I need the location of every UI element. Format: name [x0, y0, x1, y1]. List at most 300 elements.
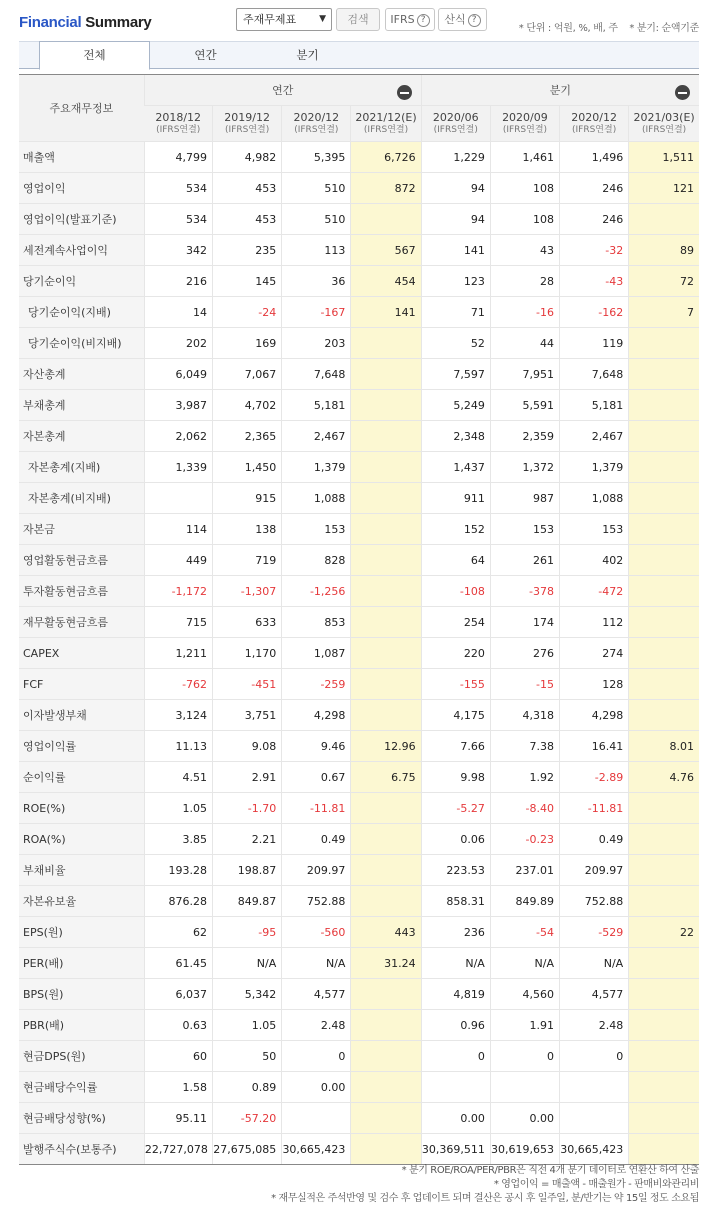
- table-cell: 2.91: [213, 762, 282, 793]
- table-cell: 915: [213, 483, 282, 514]
- table-cell: 0.00: [490, 1103, 559, 1134]
- table-cell: 123: [421, 266, 490, 297]
- table-cell: -472: [560, 576, 629, 607]
- table-cell: [351, 1134, 421, 1165]
- table-cell: 3,987: [144, 390, 212, 421]
- table-cell: 3,751: [213, 700, 282, 731]
- table-cell: -560: [282, 917, 351, 948]
- table-cell: -95: [213, 917, 282, 948]
- table-cell: 246: [560, 173, 629, 204]
- table-cell: 2,467: [282, 421, 351, 452]
- table-cell: 715: [144, 607, 212, 638]
- table-cell: 1,450: [213, 452, 282, 483]
- table-cell: 4.76: [629, 762, 699, 793]
- table-cell: 1,379: [282, 452, 351, 483]
- table-cell: 27,675,085: [213, 1134, 282, 1165]
- table-cell: 5,342: [213, 979, 282, 1010]
- row-label: 재무활동현금흐름: [19, 607, 144, 638]
- table-cell: -1,256: [282, 576, 351, 607]
- table-cell: -1.70: [213, 793, 282, 824]
- period-label: 2019/12: [224, 110, 270, 124]
- period-label: 2020/06: [432, 110, 479, 124]
- table-cell: 7,648: [282, 359, 351, 390]
- table-cell: 5,249: [421, 390, 490, 421]
- quarter-group-header: [421, 75, 699, 106]
- table-cell: 849.89: [490, 886, 559, 917]
- table-cell: 0.00: [282, 1072, 351, 1103]
- row-label: BPS(원): [19, 979, 144, 1010]
- table-cell: 5,591: [490, 390, 559, 421]
- row-label: 영업이익률: [19, 731, 144, 762]
- table-cell: [351, 700, 421, 731]
- table-cell: 1,088: [560, 483, 629, 514]
- table-cell: 510: [282, 204, 351, 235]
- help-icon: ?: [468, 14, 481, 27]
- table-cell: 237.01: [490, 855, 559, 886]
- table-cell: -11.81: [282, 793, 351, 824]
- table-cell: 1,461: [490, 142, 559, 173]
- table-cell: 534: [144, 204, 212, 235]
- table-cell: 453: [213, 173, 282, 204]
- tab-annual[interactable]: 연간: [194, 48, 217, 62]
- row-label: CAPEX: [19, 638, 144, 669]
- row-label: EPS(원): [19, 917, 144, 948]
- table-cell: [629, 607, 699, 638]
- table-row: [19, 390, 699, 421]
- table-row: [19, 638, 699, 669]
- table-cell: 4,175: [421, 700, 490, 731]
- table-cell: 6,049: [144, 359, 212, 390]
- table-cell: -15: [490, 669, 559, 700]
- table-row: [19, 297, 699, 328]
- table-cell: 849.87: [213, 886, 282, 917]
- table-cell: [351, 793, 421, 824]
- toolbar: [0, 0, 709, 44]
- table-row: [19, 855, 699, 886]
- table-cell: 3.85: [144, 824, 212, 855]
- table-cell: 5,395: [282, 142, 351, 173]
- table-cell: 0.06: [421, 824, 490, 855]
- formula-label: 산식: [444, 13, 466, 26]
- table-cell: 153: [560, 514, 629, 545]
- row-label: 영업이익: [19, 173, 144, 204]
- table-row: [19, 762, 699, 793]
- table-cell: 145: [213, 266, 282, 297]
- table-cell: 1,372: [490, 452, 559, 483]
- table-cell: 236: [421, 917, 490, 948]
- table-cell: 28: [490, 266, 559, 297]
- table-cell: 220: [421, 638, 490, 669]
- footnote: * 분기 ROE/ROA/PER/PBR은 직전 4개 분기 데이터로 연환산 하여 산출: [401, 1165, 699, 1176]
- table-cell: 254: [421, 607, 490, 638]
- table-cell: [560, 1072, 629, 1103]
- row-label: 발행주식수(보통주): [19, 1134, 144, 1165]
- footnotes: [271, 1164, 699, 1206]
- table-cell: [629, 1103, 699, 1134]
- table-cell: 30,665,423: [282, 1134, 351, 1165]
- table-cell: [282, 1103, 351, 1134]
- search-button[interactable]: 검색: [336, 8, 380, 31]
- table-row: [19, 235, 699, 266]
- table-cell: 14: [144, 297, 212, 328]
- period-basis: (IFRS연결): [502, 124, 548, 135]
- table-cell: -54: [490, 917, 559, 948]
- table-cell: 2.48: [560, 1010, 629, 1041]
- table-cell: 1,339: [144, 452, 212, 483]
- table-cell: 6,037: [144, 979, 212, 1010]
- tab-all[interactable]: 전체: [39, 41, 150, 70]
- row-label: 영업이익(발표기준): [19, 204, 144, 235]
- table-cell: 4,560: [490, 979, 559, 1010]
- table-cell: -378: [490, 576, 559, 607]
- period-basis: (IFRS연결): [572, 124, 617, 135]
- period-header: [144, 106, 212, 142]
- table-cell: [351, 607, 421, 638]
- table-cell: 987: [490, 483, 559, 514]
- table-cell: 2,365: [213, 421, 282, 452]
- table-cell: 454: [351, 266, 421, 297]
- table-row: [19, 731, 699, 762]
- table-cell: [629, 514, 699, 545]
- table-row: [19, 421, 699, 452]
- row-label: 순이익률: [19, 762, 144, 793]
- table-cell: [421, 1072, 490, 1103]
- table-cell: 9.98: [421, 762, 490, 793]
- table-cell: 0.63: [144, 1010, 212, 1041]
- table-cell: 752.88: [282, 886, 351, 917]
- table-cell: [351, 421, 421, 452]
- row-label: 자본총계: [19, 421, 144, 452]
- period-header: [490, 106, 559, 142]
- period-basis: (IFRS연결): [294, 124, 339, 135]
- table-cell: 1.05: [144, 793, 212, 824]
- table-cell: 567: [351, 235, 421, 266]
- statement-type-value: 주재무제표: [243, 13, 297, 26]
- table-cell: 128: [560, 669, 629, 700]
- table-cell: 36: [282, 266, 351, 297]
- table-row: [19, 824, 699, 855]
- row-label: 부채비율: [19, 855, 144, 886]
- table-cell: 1,229: [421, 142, 490, 173]
- row-label: 당기순이익: [19, 266, 144, 297]
- table-cell: [351, 855, 421, 886]
- table-cell: 62: [144, 917, 212, 948]
- table-cell: [351, 886, 421, 917]
- table-cell: [629, 824, 699, 855]
- table-cell: 828: [282, 545, 351, 576]
- table-cell: 193.28: [144, 855, 212, 886]
- table-cell: -0.23: [490, 824, 559, 855]
- table-row: [19, 700, 699, 731]
- table-cell: 0.67: [282, 762, 351, 793]
- table-cell: [351, 979, 421, 1010]
- table-cell: 95.11: [144, 1103, 212, 1134]
- table-cell: 1.05: [213, 1010, 282, 1041]
- table-cell: 4.51: [144, 762, 212, 793]
- row-label: 투자활동현금흐름: [19, 576, 144, 607]
- period-tabs: [19, 41, 699, 69]
- table-cell: 911: [421, 483, 490, 514]
- table-cell: 1.92: [490, 762, 559, 793]
- table-row: [19, 1010, 699, 1041]
- table-cell: 0: [490, 1041, 559, 1072]
- row-label: 자본금: [19, 514, 144, 545]
- table-cell: 31.24: [351, 948, 421, 979]
- table-cell: 9.46: [282, 731, 351, 762]
- table-cell: [560, 1103, 629, 1134]
- table-cell: 858.31: [421, 886, 490, 917]
- row-label: 이자발생부채: [19, 700, 144, 731]
- row-label: 현금배당수익률: [19, 1072, 144, 1103]
- table-row: [19, 204, 699, 235]
- period-label: 2021/12(E): [355, 110, 417, 124]
- table-cell: N/A: [490, 948, 559, 979]
- table-cell: [351, 576, 421, 607]
- table-cell: [629, 421, 699, 452]
- chevron-down-icon: ▼: [319, 14, 326, 24]
- table-row: [19, 607, 699, 638]
- period-label: 2020/09: [502, 110, 548, 124]
- row-label: 세전계속사업이익: [19, 235, 144, 266]
- row-label: 자본유보율: [19, 886, 144, 917]
- table-cell: 261: [490, 545, 559, 576]
- table-cell: 114: [144, 514, 212, 545]
- table-cell: 223.53: [421, 855, 490, 886]
- period-header: [282, 106, 351, 142]
- table-cell: 0: [560, 1041, 629, 1072]
- table-cell: 94: [421, 204, 490, 235]
- table-cell: 0: [282, 1041, 351, 1072]
- table-cell: 4,298: [282, 700, 351, 731]
- table-cell: 71: [421, 297, 490, 328]
- table-cell: 7.66: [421, 731, 490, 762]
- table-cell: -43: [560, 266, 629, 297]
- table-row: [19, 266, 699, 297]
- table-cell: 7,951: [490, 359, 559, 390]
- table-row: [19, 1072, 699, 1103]
- table-cell: 141: [351, 297, 421, 328]
- table-cell: 43: [490, 235, 559, 266]
- row-label: 현금DPS(원): [19, 1041, 144, 1072]
- table-cell: -2.89: [560, 762, 629, 793]
- period-header: [351, 106, 421, 142]
- table-cell: [351, 1010, 421, 1041]
- table-cell: [629, 979, 699, 1010]
- table-row: [19, 793, 699, 824]
- table-cell: 30,619,653: [490, 1134, 559, 1165]
- table-cell: [629, 576, 699, 607]
- table-cell: 169: [213, 328, 282, 359]
- table-cell: 5,181: [560, 390, 629, 421]
- table-row: [19, 452, 699, 483]
- ifrs-button[interactable]: [385, 8, 435, 31]
- table-cell: [629, 700, 699, 731]
- table-cell: -5.27: [421, 793, 490, 824]
- table-cell: 52: [421, 328, 490, 359]
- period-header: [560, 106, 629, 142]
- period-basis: (IFRS연결): [156, 124, 201, 135]
- table-cell: [629, 1134, 699, 1165]
- table-cell: N/A: [213, 948, 282, 979]
- collapse-quarter-icon[interactable]: [675, 85, 690, 100]
- period-label: 2020/12: [571, 110, 617, 124]
- table-cell: 534: [144, 173, 212, 204]
- row-label: 매출액: [19, 142, 144, 173]
- table-row: [19, 1103, 699, 1134]
- table-cell: 719: [213, 545, 282, 576]
- period-header: [629, 106, 699, 142]
- table-cell: 4,799: [144, 142, 212, 173]
- basis-text: * 분기: 순액기준: [629, 23, 699, 34]
- table-cell: 209.97: [560, 855, 629, 886]
- table-cell: 2.48: [282, 1010, 351, 1041]
- table-cell: 2,359: [490, 421, 559, 452]
- table-cell: -1,307: [213, 576, 282, 607]
- table-cell: [629, 886, 699, 917]
- corner-header: 주요재무정보: [19, 75, 144, 142]
- table-cell: [351, 390, 421, 421]
- table-cell: 5,181: [282, 390, 351, 421]
- table-cell: [629, 1041, 699, 1072]
- table-cell: 44: [490, 328, 559, 359]
- table-cell: 453: [213, 204, 282, 235]
- table-cell: -57.20: [213, 1103, 282, 1134]
- unit-note: [519, 19, 699, 34]
- table-cell: 16.41: [560, 731, 629, 762]
- table-cell: 2,062: [144, 421, 212, 452]
- table-cell: 510: [282, 173, 351, 204]
- table-cell: 198.87: [213, 855, 282, 886]
- table-cell: 7: [629, 297, 699, 328]
- table-cell: [629, 204, 699, 235]
- table-cell: 235: [213, 235, 282, 266]
- table-cell: 108: [490, 173, 559, 204]
- table-cell: 2,467: [560, 421, 629, 452]
- table-cell: 12.96: [351, 731, 421, 762]
- table-cell: 402: [560, 545, 629, 576]
- table-cell: 121: [629, 173, 699, 204]
- row-label: 자본총계(지배): [19, 452, 144, 483]
- table-cell: N/A: [282, 948, 351, 979]
- page-title: Financial Summary: [19, 14, 152, 31]
- table-cell: [629, 855, 699, 886]
- table-cell: 274: [560, 638, 629, 669]
- annual-group-label: 연간: [272, 84, 294, 97]
- table-cell: 138: [213, 514, 282, 545]
- table-cell: 64: [421, 545, 490, 576]
- table-cell: 60: [144, 1041, 212, 1072]
- table-cell: 4,577: [560, 979, 629, 1010]
- table-cell: [629, 1010, 699, 1041]
- table-cell: 203: [282, 328, 351, 359]
- table-row: [19, 979, 699, 1010]
- financial-summary-table: [19, 74, 699, 1165]
- table-cell: 4,819: [421, 979, 490, 1010]
- collapse-annual-icon[interactable]: [397, 85, 412, 100]
- table-cell: [629, 793, 699, 824]
- footnote: * 재무실적은 주석반영 및 검수 후 업데이트 되며 결산은 공시 후 일주일, 분/반기는 약 15일 정도 소요됨: [271, 1193, 699, 1204]
- table-row: [19, 142, 699, 173]
- table-cell: 1,511: [629, 142, 699, 173]
- period-label: 2020/12: [293, 110, 340, 124]
- table-cell: -259: [282, 669, 351, 700]
- tab-quarter[interactable]: 분기: [296, 48, 319, 62]
- table-cell: 0.49: [282, 824, 351, 855]
- table-cell: 449: [144, 545, 212, 576]
- statement-type-select[interactable]: [236, 8, 332, 31]
- table-cell: 108: [490, 204, 559, 235]
- table-cell: 276: [490, 638, 559, 669]
- period-header: [421, 106, 490, 142]
- table-cell: 72: [629, 266, 699, 297]
- table-row: [19, 514, 699, 545]
- table-cell: 853: [282, 607, 351, 638]
- table-cell: 7,597: [421, 359, 490, 390]
- row-label: 부채총계: [19, 390, 144, 421]
- table-cell: N/A: [421, 948, 490, 979]
- table-cell: 61.45: [144, 948, 212, 979]
- table-cell: [351, 669, 421, 700]
- table-cell: 153: [282, 514, 351, 545]
- table-cell: 0.96: [421, 1010, 490, 1041]
- table-cell: 4,702: [213, 390, 282, 421]
- table-cell: 0.00: [421, 1103, 490, 1134]
- table-cell: 22,727,078: [144, 1134, 212, 1165]
- table-cell: 94: [421, 173, 490, 204]
- table-cell: 3,124: [144, 700, 212, 731]
- annual-group-header: [144, 75, 421, 106]
- table-cell: 443: [351, 917, 421, 948]
- table-cell: [351, 638, 421, 669]
- period-basis: (IFRS연결): [433, 124, 478, 135]
- period-basis: (IFRS연결): [641, 124, 687, 135]
- row-label: 자산총계: [19, 359, 144, 390]
- table-cell: 876.28: [144, 886, 212, 917]
- table-cell: 6.75: [351, 762, 421, 793]
- table-cell: 141: [421, 235, 490, 266]
- table-cell: 872: [351, 173, 421, 204]
- table-cell: [629, 948, 699, 979]
- table-row: [19, 669, 699, 700]
- table-cell: 4,318: [490, 700, 559, 731]
- table-cell: 30,665,423: [560, 1134, 629, 1165]
- table-cell: [629, 452, 699, 483]
- table-cell: [629, 1072, 699, 1103]
- table-cell: -762: [144, 669, 212, 700]
- table-cell: [351, 545, 421, 576]
- table-cell: [351, 328, 421, 359]
- table-cell: 4,298: [560, 700, 629, 731]
- table-cell: [351, 359, 421, 390]
- table-cell: 6,726: [351, 142, 421, 173]
- table-cell: 1,088: [282, 483, 351, 514]
- table-cell: 1.91: [490, 1010, 559, 1041]
- row-label: 자본총계(비지배): [19, 483, 144, 514]
- table-cell: [490, 1072, 559, 1103]
- table-cell: 11.13: [144, 731, 212, 762]
- row-label: FCF: [19, 669, 144, 700]
- formula-button[interactable]: [438, 8, 487, 31]
- table-cell: [351, 824, 421, 855]
- table-cell: 1,496: [560, 142, 629, 173]
- table-cell: 752.88: [560, 886, 629, 917]
- table-cell: 0.89: [213, 1072, 282, 1103]
- table-cell: 0: [421, 1041, 490, 1072]
- table-cell: 202: [144, 328, 212, 359]
- table-cell: 30,369,511: [421, 1134, 490, 1165]
- table-cell: 1,437: [421, 452, 490, 483]
- table-cell: 22: [629, 917, 699, 948]
